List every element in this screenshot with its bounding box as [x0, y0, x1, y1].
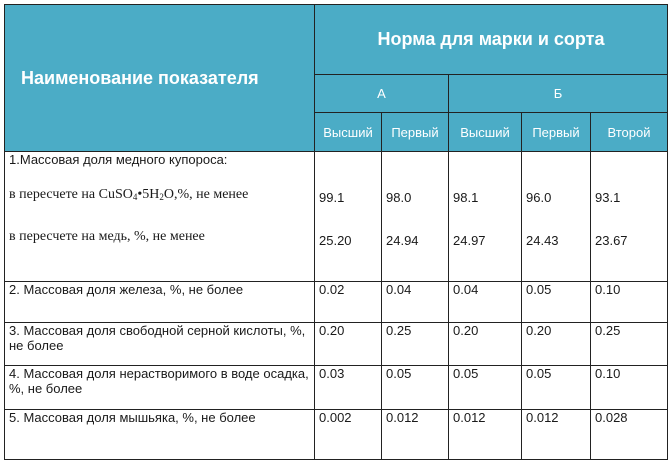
value-cell: 0.10 — [591, 282, 668, 323]
value-cell: 0.04 — [449, 282, 522, 323]
value-cell: 0.028 — [591, 410, 668, 460]
row-label-arsenic: 5. Массовая доля мышьяка, %, не более — [5, 410, 315, 460]
value-cell: 0.012 — [382, 410, 449, 460]
value-cell: 0.05 — [449, 366, 522, 410]
header-norm-title: Норма для марки и сорта — [315, 5, 668, 75]
header-sort-a-first: Первый — [382, 113, 449, 152]
header-sort-b-first: Первый — [522, 113, 591, 152]
row-label-copper-sulfate — [5, 152, 315, 282]
row-sublabel-copper: в пересчете на медь, %, не менее — [9, 229, 205, 244]
value-cell: 98.1 24.97 — [449, 152, 522, 282]
value-cell: 0.012 — [449, 410, 522, 460]
row-label-iron: 2. Массовая доля железа, %, не более — [5, 282, 315, 323]
spec-table — [4, 4, 668, 460]
row-label-sulfuric-acid: 3. Массовая доля свободной серной кислоты, %, не более — [5, 323, 315, 366]
value-cell: 93.1 23.67 — [591, 152, 668, 282]
table-row — [5, 410, 668, 460]
header-grade-a: А — [315, 75, 449, 113]
value-cell: 0.012 — [522, 410, 591, 460]
value-cell: 0.10 — [591, 366, 668, 410]
value-cell: 99.1 25.20 — [315, 152, 382, 282]
value-cell: 0.05 — [382, 366, 449, 410]
header-sort-a-highest: Высший — [315, 113, 382, 152]
header-grade-b: Б — [449, 75, 668, 113]
value-cell: 0.05 — [522, 282, 591, 323]
header-sort-b-highest: Высший — [449, 113, 522, 152]
row-title: 1.Массовая доля медного купороса: — [9, 152, 228, 167]
table-row — [5, 152, 668, 282]
value-cell: 0.02 — [315, 282, 382, 323]
value-cell: 0.25 — [382, 323, 449, 366]
value-cell: 0.20 — [315, 323, 382, 366]
table-row — [5, 323, 668, 366]
value-cell: 0.25 — [591, 323, 668, 366]
value-cell: 96.0 24.43 — [522, 152, 591, 282]
value-cell: 0.20 — [522, 323, 591, 366]
value-cell: 0.002 — [315, 410, 382, 460]
table-row — [5, 366, 668, 410]
value-cell: 0.20 — [449, 323, 522, 366]
value-cell: 0.03 — [315, 366, 382, 410]
value-cell: 0.05 — [522, 366, 591, 410]
table-row — [5, 282, 668, 323]
header-name-column: Наименование показателя — [5, 5, 315, 152]
row-label-insoluble-residue: 4. Массовая доля нерастворимого в воде осадка, %, не более — [5, 366, 315, 410]
value-cell: 0.04 — [382, 282, 449, 323]
row-sublabel-cuso4: в пересчете на $CuSO_4•5H_2O,\%$, не менее — [9, 187, 249, 202]
header-sort-b-second: Второй — [591, 113, 668, 152]
value-cell: 98.0 24.94 — [382, 152, 449, 282]
